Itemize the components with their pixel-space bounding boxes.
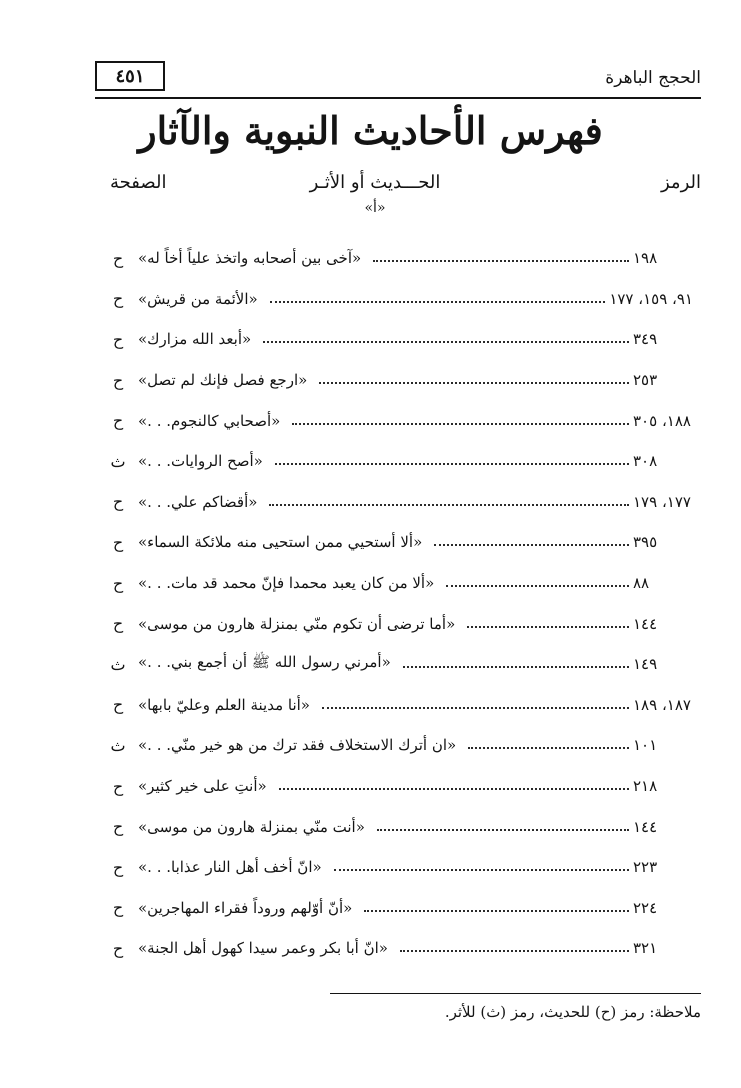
running-header-title: الحجج الباهرة [605, 68, 701, 88]
entry-page-numbers: ٣٢١ [633, 939, 658, 958]
dot-leader [467, 626, 629, 628]
index-entry [100, 279, 693, 320]
entry-text: «أنا مدينة العلم وعليّ بابها» [138, 695, 310, 714]
entry-page-numbers: ١٨٧، ١٨٩ [633, 695, 691, 714]
entry-code: ح [112, 329, 124, 349]
entry-text: «ألا من كان يعبد محمدا فإنّ محمد قد مات. . .» [138, 574, 435, 593]
index-entry [100, 441, 693, 482]
index-entry [100, 563, 693, 604]
entry-code: ح [112, 776, 124, 796]
entry-page-numbers: ٢١٨ [633, 777, 658, 796]
dot-leader [403, 666, 629, 668]
dot-leader [373, 260, 629, 262]
entry-code: ث [110, 451, 126, 471]
entry-page-numbers: ٢٢٤ [633, 898, 658, 917]
entry-text: «أمرني رسول الله ﷺ أن أجمع بني. . .» [138, 653, 391, 672]
index-entry [100, 847, 693, 888]
index-entry [100, 482, 693, 523]
section-letter: «أ» [364, 200, 386, 216]
dot-leader [446, 585, 629, 587]
entry-text: «أنت منّي بمنزلة هارون من موسى» [138, 817, 365, 836]
entry-code: ح [112, 492, 124, 512]
dot-leader [322, 707, 629, 709]
index-entry [100, 685, 693, 726]
dot-leader [270, 301, 606, 303]
entry-page-numbers: ٩١، ١٥٩، ١٧٧ [609, 289, 693, 308]
entry-code: ح [112, 289, 124, 309]
page-number: ٤٥١ [95, 61, 165, 91]
index-entry [100, 522, 693, 563]
entry-page-numbers: ٣٩٥ [633, 533, 658, 552]
entry-page-numbers: ١٤٤ [633, 614, 658, 633]
entry-code: ح [112, 938, 124, 958]
index-title: فهرس الأحاديث النبوية والآثار [138, 108, 603, 153]
entry-text: «انّ أخف أهل النار عذابا. . .» [138, 858, 322, 877]
entry-code: ح [112, 898, 124, 918]
entry-text: «انّ أبا بكر وعمر سيدا كهول أهل الجنة» [138, 939, 388, 958]
entry-code: ث [110, 654, 126, 674]
dot-leader [468, 747, 629, 749]
entry-text: «أصح الروايات. . .» [138, 452, 263, 471]
entry-code: ح [112, 411, 124, 431]
header-rule [95, 97, 701, 99]
entry-text: «ارجع فصل فإنك لم تصل» [138, 371, 308, 390]
dot-leader [400, 950, 629, 952]
entry-text: «أبعد الله مزارك» [138, 330, 252, 349]
index-entry [100, 644, 693, 685]
dot-leader [364, 910, 629, 912]
index-entry [100, 928, 693, 969]
dot-leader [319, 382, 629, 384]
entry-page-numbers: ١٩٨ [633, 249, 658, 268]
entry-text: «أما ترضى أن تكوم منّي بمنزلة هارون من موسى» [138, 614, 456, 633]
entry-page-numbers: ٣٤٩ [633, 330, 658, 349]
entry-text: «أنّ أوّلهم وروداً فقراء المهاجرين» [138, 898, 353, 917]
column-header-text: الحـــديث أو الأثـر [309, 172, 441, 193]
dot-leader [334, 869, 629, 871]
dot-leader [275, 463, 629, 465]
entry-text: «ان أترك الاستخلاف فقد ترك من هو خير منّي. . .» [138, 736, 457, 755]
entry-page-numbers: ٢٥٣ [633, 371, 658, 390]
entry-page-numbers: ١٧٧، ١٧٩ [633, 492, 691, 511]
column-header-code: الرمز [661, 172, 701, 193]
index-entry [100, 806, 693, 847]
entry-page-numbers: ١٤٩ [633, 655, 658, 674]
entry-code: ح [112, 695, 124, 715]
index-entries [100, 238, 693, 969]
entry-code: ح [112, 614, 124, 634]
index-entry [100, 319, 693, 360]
index-entry [100, 400, 693, 441]
entry-code: ح [112, 248, 124, 268]
entry-text: «أصحابي كالنجوم. . .» [138, 411, 281, 430]
dot-leader [269, 504, 629, 506]
entry-page-numbers: ٨٨ [633, 574, 650, 593]
dot-leader [434, 544, 629, 546]
entry-page-numbers: ١٨٨، ٣٠٥ [633, 411, 691, 430]
entry-text: «أنتِ على خير كثير» [138, 777, 267, 796]
index-entry [100, 238, 693, 279]
entry-text: «ألا أستحيي ممن استحيى منه ملائكة السماء» [138, 533, 423, 552]
index-entry [100, 603, 693, 644]
entry-code: ح [112, 857, 124, 877]
entry-code: ث [110, 735, 126, 755]
entry-code: ح [112, 370, 124, 390]
index-entry [100, 888, 693, 929]
footer-rule [330, 993, 701, 994]
entry-text: «الأئمة من قريش» [138, 289, 258, 308]
dot-leader [377, 829, 629, 831]
column-header-page: الصفحة [110, 172, 167, 193]
entry-page-numbers: ٢٢٣ [633, 858, 658, 877]
index-entry [100, 360, 693, 401]
entry-code: ح [112, 817, 124, 837]
dot-leader [279, 788, 629, 790]
dot-leader [263, 341, 629, 343]
entry-page-numbers: ١٤٤ [633, 817, 658, 836]
entry-text: «آخى بين أصحابه واتخذ علياً أخاً له» [138, 249, 362, 268]
entry-text: «أقضاكم علي. . .» [138, 492, 258, 511]
entry-page-numbers: ٣٠٨ [633, 452, 658, 471]
index-entry [100, 725, 693, 766]
footnote: ملاحظة: رمز (ح) للحديث، رمز (ث) للأثر. [444, 1003, 701, 1021]
entry-code: ح [112, 573, 124, 593]
dot-leader [292, 423, 629, 425]
index-entry [100, 766, 693, 807]
entry-code: ح [112, 532, 124, 552]
entry-page-numbers: ١٠١ [633, 736, 658, 755]
